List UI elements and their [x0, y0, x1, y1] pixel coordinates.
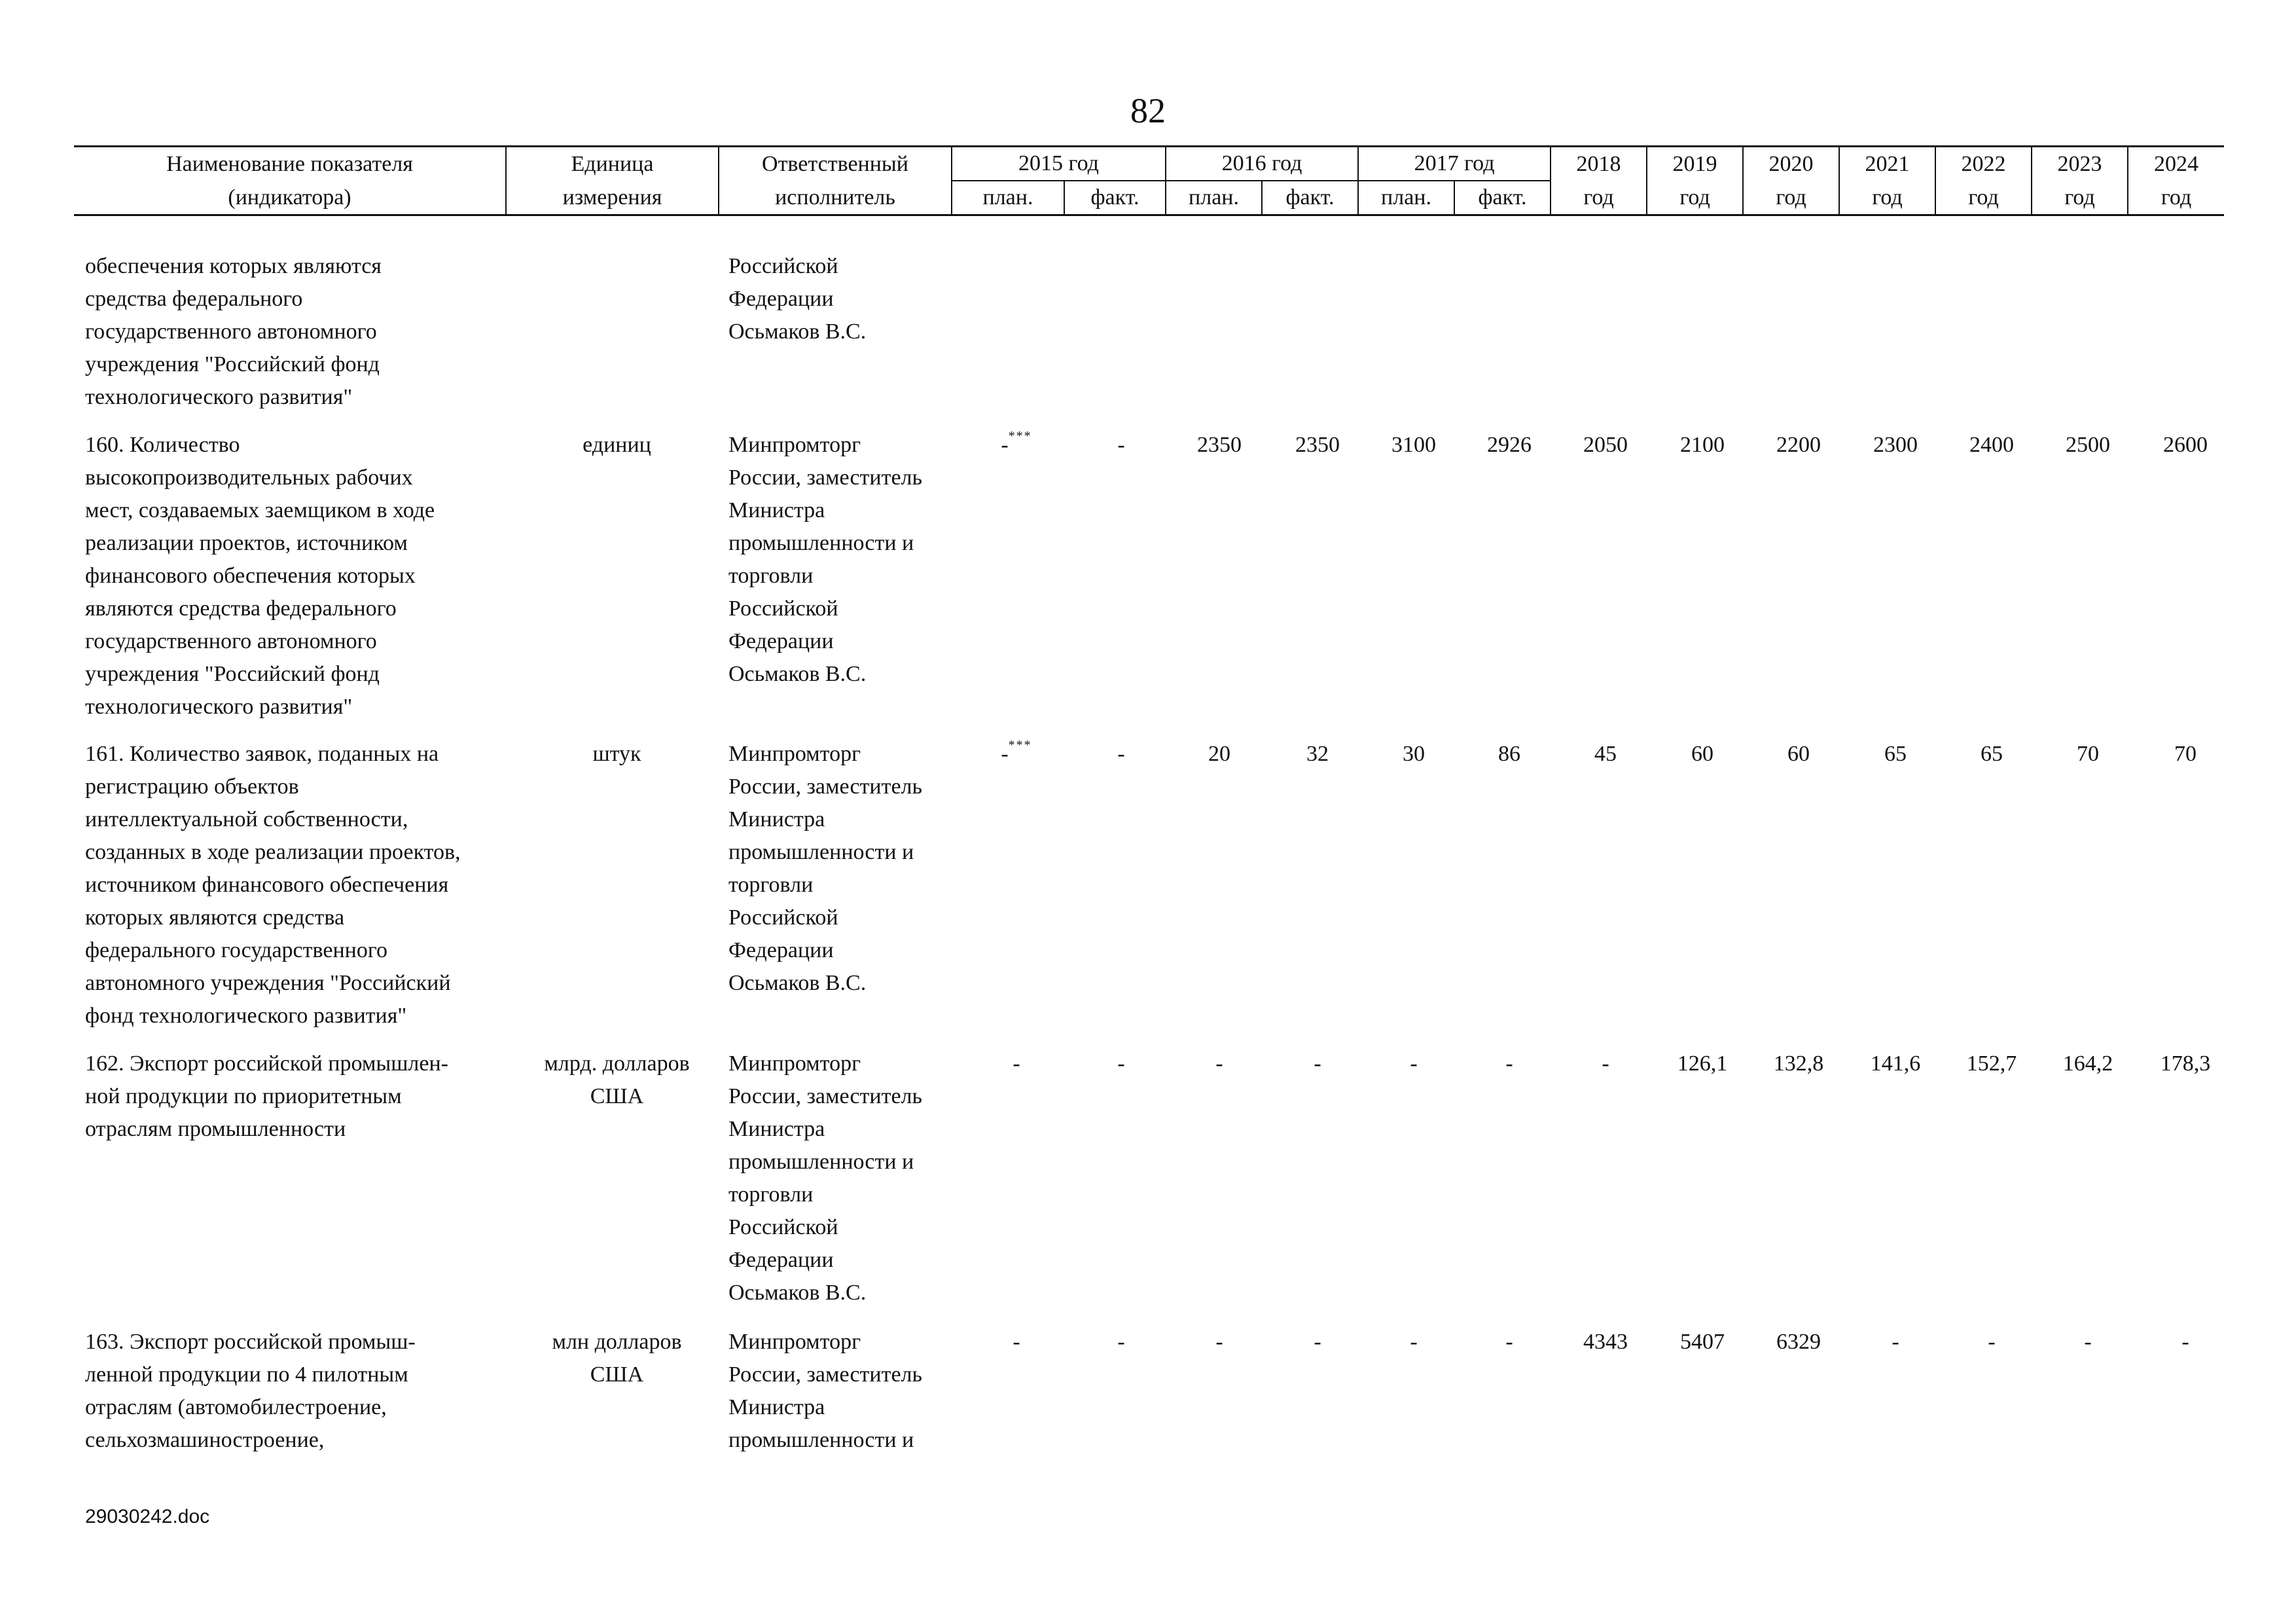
executor-cell: Российской Федерации Осьмаков В.С. [728, 254, 867, 344]
value-text: 65 [1884, 742, 1907, 766]
header-unit: Единица [506, 147, 719, 181]
value-cell [1560, 1326, 1651, 1359]
value-cell [1463, 1326, 1555, 1359]
value-cell [1174, 429, 1265, 462]
value-cell [971, 738, 1062, 773]
value-text: 3100 [1391, 433, 1436, 457]
header-unit-sub: измерения [506, 181, 719, 215]
value-text: - [1314, 1330, 1321, 1354]
value-text: - [1013, 1051, 1020, 1076]
value-text: 164,2 [2062, 1051, 2113, 1076]
value-text: - [1314, 1051, 1321, 1076]
header-2016: 2016 год [1166, 147, 1358, 181]
value-text: 70 [2174, 742, 2197, 766]
value-text: 152,7 [1966, 1051, 2017, 1076]
value-text: 141,6 [1870, 1051, 1921, 1076]
header-fact-2017: факт. [1454, 181, 1551, 215]
value-text: 2050 [1583, 433, 1628, 457]
value-cell [1075, 1326, 1167, 1359]
value-text: 70 [2077, 742, 2099, 766]
value-cell [1946, 1326, 2037, 1359]
value-text: 132,8 [1773, 1051, 1824, 1076]
unit-cell: млн долларов США [552, 1330, 682, 1387]
value-cell [1368, 1326, 1460, 1359]
value-text: - [1013, 1330, 1020, 1354]
unit-cell: единиц [583, 433, 651, 457]
value-cell [1946, 738, 2037, 771]
header-name-sub: (индикатора) [74, 181, 506, 215]
indicator-name: 163. Экспорт российской промыш- ленной продукции по 4 пилотным отраслям (автомобилестроение, сельхозмашиностроение, [85, 1330, 416, 1452]
value-cell [1560, 429, 1651, 462]
executor-cell: Минпромторг России, заместитель Министра промышленности и [728, 1330, 923, 1452]
value-text: 126,1 [1677, 1051, 1728, 1076]
value-cell [1753, 738, 1844, 771]
value-cell [2042, 1326, 2134, 1359]
value-text: - [1892, 1330, 1899, 1354]
value-cell [1272, 429, 1363, 462]
header-fact-2016: факт. [1262, 181, 1358, 215]
value-cell [1368, 1048, 1460, 1080]
value-cell [1272, 1326, 1363, 1359]
value-text: - [1505, 1051, 1513, 1076]
table-header [74, 145, 2224, 216]
executor-cell: Минпромторг России, заместитель Министра промышленности и торговли Российской Федерации Осьмаков В.С. [728, 742, 923, 995]
header-2023: 2023 [2032, 147, 2128, 181]
value-text: 5407 [1680, 1330, 1725, 1354]
value-text: - [1410, 1051, 1418, 1076]
value-text: - [1117, 742, 1125, 766]
value-text: 2400 [1969, 433, 2014, 457]
value-cell [1368, 429, 1460, 462]
value-cell [1946, 429, 2037, 462]
header-2019: 2019 [1647, 147, 1743, 181]
value-text: 2350 [1295, 433, 1340, 457]
value-cell [971, 1048, 1062, 1080]
value-text: 2500 [2066, 433, 2110, 457]
value-text: 2350 [1197, 433, 1242, 457]
value-cell [2140, 1326, 2231, 1359]
value-text: 2600 [2163, 433, 2208, 457]
value-cell [1463, 429, 1555, 462]
value-cell [1657, 1048, 1748, 1080]
value-cell [1463, 1048, 1555, 1080]
value-cell [2042, 738, 2134, 771]
header-god-2024: год [2128, 181, 2224, 215]
page-number: 82 [1130, 91, 1166, 130]
value-cell [1075, 1048, 1167, 1080]
value-text: - [1602, 1051, 1609, 1076]
header-god-2023: год [2032, 181, 2128, 215]
header-2024: 2024 [2128, 147, 2224, 181]
header-2021: 2021 [1839, 147, 1935, 181]
value-cell [1560, 1048, 1651, 1080]
value-text: 45 [1594, 742, 1617, 766]
executor-cell: Минпромторг России, заместитель Министра промышленности и торговли Российской Федерации Осьмаков В.С. [728, 433, 923, 686]
value-cell [1174, 738, 1265, 771]
value-cell [1657, 429, 1748, 462]
value-cell [1174, 1326, 1265, 1359]
value-cell [1368, 738, 1460, 771]
header-2015: 2015 год [952, 147, 1166, 181]
value-cell [2140, 429, 2231, 462]
header-2022: 2022 [1935, 147, 2032, 181]
value-cell [1753, 1048, 1844, 1080]
value-cell [1946, 1048, 2037, 1080]
value-text: 2100 [1680, 433, 1725, 457]
value-cell [971, 1326, 1062, 1359]
executor-cell: Минпромторг России, заместитель Министра промышленности и торговли Российской Федерации Осьмаков В.С. [728, 1051, 923, 1305]
header-2017: 2017 год [1358, 147, 1551, 181]
header-god-2018: год [1551, 181, 1647, 215]
value-text: 60 [1787, 742, 1810, 766]
value-text: 20 [1208, 742, 1230, 766]
value-text: - [1001, 742, 1009, 766]
value-text: 2926 [1487, 433, 1532, 457]
value-text: - [1117, 1330, 1125, 1354]
value-text: 30 [1403, 742, 1425, 766]
value-text: - [1117, 1051, 1125, 1076]
value-text: 4343 [1583, 1330, 1628, 1354]
value-cell [2042, 429, 2134, 462]
value-text: - [1215, 1051, 1223, 1076]
header-exec-sub: исполнитель [719, 181, 952, 215]
value-text: 65 [1981, 742, 2003, 766]
footnote-mark: *** [1008, 738, 1032, 752]
value-text: - [1001, 433, 1009, 457]
value-text: - [2084, 1330, 2092, 1354]
value-cell [1560, 738, 1651, 771]
value-cell [2140, 1048, 2231, 1080]
value-cell [1272, 1048, 1363, 1080]
value-text: 32 [1306, 742, 1329, 766]
value-text: 2300 [1873, 433, 1918, 457]
indicator-name: 161. Количество заявок, поданных на регистрацию объектов интеллектуальной собственности, созданных в ходе реализации проектов, источником финансового обеспечения которых являются средства федерального государственного автономного учреждения "Российский фонд технологического развития" [85, 742, 461, 1028]
value-cell [971, 429, 1062, 464]
value-cell [1272, 738, 1363, 771]
value-cell [1850, 1326, 1941, 1359]
value-cell [1850, 1048, 1941, 1080]
indicator-name: 162. Экспорт российской промышлен- ной продукции по приоритетным отраслям промышленности [85, 1051, 448, 1141]
value-text: 178,3 [2160, 1051, 2211, 1076]
value-cell [1850, 429, 1941, 462]
unit-cell: штук [592, 742, 641, 766]
value-cell [2140, 738, 2231, 771]
header-plan-2017: план. [1358, 181, 1454, 215]
value-text: 86 [1498, 742, 1520, 766]
indicator-name: 160. Количество высокопроизводительных рабочих мест, создаваемых заемщиком в ходе реализации проектов, источником финансового обеспечения которых являются средства федерального государственного автономного учреждения "Российский фонд технологического развития" [85, 433, 435, 719]
header-god-2020: год [1743, 181, 1839, 215]
value-cell [1657, 738, 1748, 771]
header-name: Наименование показателя [74, 147, 506, 181]
value-cell [1463, 738, 1555, 771]
value-text: - [1117, 433, 1125, 457]
value-text: 2200 [1776, 433, 1821, 457]
header-exec: Ответственный [719, 147, 952, 181]
header-2018: 2018 [1551, 147, 1647, 181]
header-god-2022: год [1935, 181, 2032, 215]
footnote-mark: *** [1008, 429, 1032, 443]
value-text: 6329 [1776, 1330, 1821, 1354]
header-2020: 2020 [1743, 147, 1839, 181]
value-cell [1753, 1326, 1844, 1359]
value-cell [1174, 1048, 1265, 1080]
value-text: - [1215, 1330, 1223, 1354]
value-cell [1657, 1326, 1748, 1359]
indicator-name: обеспечения которых являются средства федерального государственного автономного учреждения "Российский фонд технологического развития" [85, 254, 382, 409]
value-cell [1075, 738, 1167, 771]
header-god-2021: год [1839, 181, 1935, 215]
value-text: - [1988, 1330, 1996, 1354]
value-cell [1075, 429, 1167, 462]
header-plan-2016: план. [1166, 181, 1262, 215]
value-cell [1850, 738, 1941, 771]
value-text: - [1410, 1330, 1418, 1354]
header-god-2019: год [1647, 181, 1743, 215]
header-fact-2015: факт. [1064, 181, 1166, 215]
value-cell [1753, 429, 1844, 462]
unit-cell: млрд. долларов США [544, 1051, 690, 1108]
value-cell [2042, 1048, 2134, 1080]
value-text: 60 [1691, 742, 1713, 766]
value-text: - [2181, 1330, 2189, 1354]
footer-filename: 29030242.doc [85, 1506, 210, 1527]
value-text: - [1505, 1330, 1513, 1354]
header-plan-2015: план. [952, 181, 1064, 215]
